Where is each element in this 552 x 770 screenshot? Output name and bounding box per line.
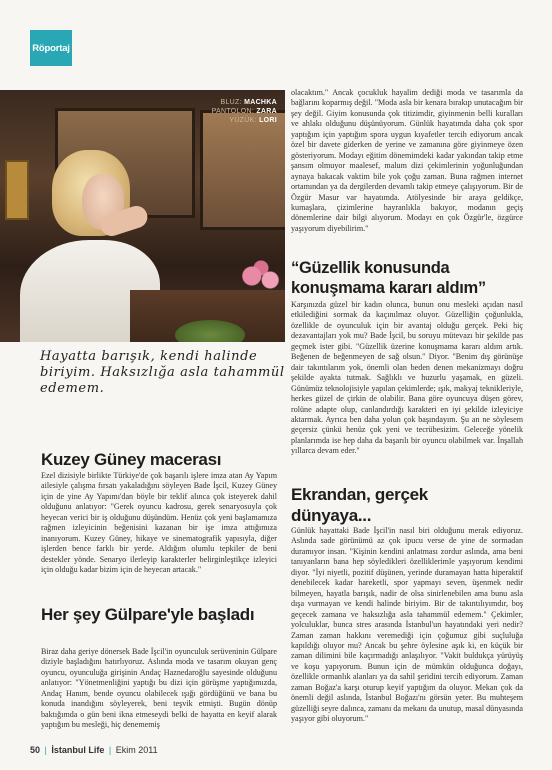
heading-kuzey-guney: Kuzey Güney macerası [41,450,222,469]
body-text-gulpare: Biraz daha geriye dönersek Bade İşcil'in oyunculuk serüveninin Gülpare diziyle başladığını hatırlıyoruz. Aslında moda ve tasarım okuyan genç oyuncu, oyunculuğa girişinin Andaç Haznedaroğlu sayesinde olduğunu anlatıyor: "Yönetmenliğini yaptığı bu dizi için görüşme yaptığımızda, Andaç Hanım, bende oyuncu olabilecek ışığı gördüğünü ve bana bu konuda inandığını söyleyerek, beni teşvik etmişti. Bugün dönüp baktığımda o gün beni ikna etmeseydi belki de hayatta en keyif alarak yaptığım bu mesleği, hiç denememiş [41,647,277,730]
portrait-photo [0,90,285,342]
section-tag: Röportaj [30,30,72,66]
pull-quote: Hayatta barışık, kendi halinde biriyim. Haksızlığa asla tahammül edemem. [40,349,285,396]
credit-line: PANTOLON: ZARA [211,108,277,115]
page-footer: 50 | İstanbul Life | Ekim 2011 [30,745,158,755]
photo-credits [212,98,277,125]
credit-line: BLUZ: MACHKA [220,99,277,106]
heading-guzellik: “Güzellik konusunda konuşmama kararı aldım” [291,259,486,297]
body-text-kuzey-guney: Ezel dizisiyle birlikte Türkiye'de çok başarılı işlere imza atan Ay Yapım ailesiyle çalışma fırsatı yakaladığını söyleyen Bade İşcil, Kuzey Güney için de yine Ay Yapımı'dan böyle bir teklif alınca çok isteyerek dahil olduğunu anlatıyor: "Gerek oyuncu kadrosu, gerek senaryosuyla çok heyecan verici bir iş olduğunu düşündüm. Henüz çok yeni başlamamıza rağmen izleyicinin beğenisini kazanan bir işe imza attığımıza inanıyorum. Kuzey Güney, hikaye ve sinematografik yapısıyla, diğer işlerden bence farklı bir yerde. Aldığım olumlu tepkiler de beni destekler yönde. Senaryo ilerleyip karakterler belirginleştikçe izleyici için olduğu kadar bizim için de heyecan artacak." [41,471,277,575]
heading-gulpare: Her şey Gülpare'yle başladı [41,605,255,624]
credit-line: YÜZÜK: LORI [229,117,277,124]
body-text-fashion: olacaktım." Ancak çocukluk hayalim dediği moda ve tasarımla da bağlarını koparmış değil. "Moda asla bir kenara bırakıp unutacağım bir şey değil. Giyim konusunda çok titizimdir, giyinmenin belli kuralları ve ahlakı olduğunu düşünüyorum. Günlük hayatımda daha çok spor yaptığım için yaptığım spora uygun kıyafetler tercih ediyorum ancak özel bir davete giderken de yerine ve zamanına göre giyinmeye özen gösteriyorum. Modayı eğitim dönemimdeki kadar yakından takip etme şansım olmuyor maalesef, malum dizi çekimlerinin yoğunluğundan aynaya bakacak vaktim bile yok çoğu zaman. Buna rağmen internet ortamından ya da dergilerden devamlı takip etmeye çalışıyorum. Bir de Özgür Masur var hayatımda. Atölyesinde bir araya geldikçe, kumaşlara, çizimlerine hayranlıkla bakıyor, modanın geçiş dönemlerine dair bilgi alıyorum. Modayı en çok Özgür'le, özgürce yaşıyorum diyebilirim." [291,88,523,233]
page-number: 50 [30,745,41,755]
body-text-ekrandan: Günlük hayattaki Bade İşcil'in nasıl biri olduğunu merak ediyoruz. Aslında sade görünümü az çok ipucu verse de yine de sormadan duramıyor insan. "Kişinin kendini anlatması zordur aslında, ama beni tanıyanların bana hep söyledikleri özelliklerimle yaşıyorum kendimi diyor. "İyi niyetli, pozitif düşünen, yerinde duramayan hatta hiperaktif denebilecek kadar hareketli, spor yapmayı seven, üşenmek nedir bilmeyen, hayatla barışık, nadir de olsa sinirlenebilen ama bunu asla dışa vurmayan ve kendi halinde biriyim. Bir de takıntılıyımdır, boş geçecek zamana ve haksızlığa asla tahammül edemem." Çekimler, yolculuklar, bunca stres arasında İstanbul'un hayatındaki yeri nedir? Zaman zaman hakkını veremediği için çoğumuz gibi suçluluğa kapıldığı oluyor mu? Ancak bu şehre öylesine aşık ki, en küçük bir zaman dilimini bile kaçırmadığı anlaşılıyor. "Vakit buldukça yürüyüş ve koşu yapıyorum. Bunun için de mümkün olduğunca doğayı, özellikle ormanlık alanları ya da sahil şeridini tercih ediyorum. Zaman zaman Boğaz'a karşı oturup keyif yaptığım da oluyor. Mekan çok da önemli değil aslında, İstanbul Boğazı'nı görsün yeter. Bu muhteşem güzelliği seyre dalınca, zamanı da mekanı da unutup, masal dünyasında yaşıyor gibi oluyorum." [291,526,523,724]
body-text-guzellik: Karşınızda güzel bir kadın olunca, bunun onu mesleki açıdan nasıl etkilediğini sormak da kaçınılmaz oluyor. Güzelliğin çoğunlukla, özellikle de oyunculuk için bir avantaj olduğu gerçek. Peki hiç dezavantajları yok mu? Bade İşcil, bu soruyu mütevazı bir şekilde pas geçmek ister gibi. "Güzellik üzerine konuşmama kararı aldım artık. Beğenen de beğenmeyen de sağ olsun." Diyor. "Benim dış görünüşe dair takıntılarım yok, önemli olan beden denen mekanizmayı doğru şekilde ayakta tutmak. Sağlıklı ve huzurlu yaşamak, en güzeli. Günümüz teknolojisiyle yapılan çekimlerde; ışık, makyaj teknikleriyle, herkes güzel de çirkin de olabilir. Bana göre oyuncuya düşen görev, rolüne adapte olup, canlandırdığı karakteri en iyi şekilde izleyiciye aktarmak. Ayrıca ben daha yolun çok başındayım. Şu an ne söylesem geçersiz çünkü henüz çok yeni ve tecrübesizim. Geleceğe yönelik planlarımda ise hep daha da başarılı bir oyuncu olabilmek var. İnşallah yıllarca devam eder." [291,300,523,456]
issue-date: Ekim 2011 [115,745,158,755]
magazine-name: İstanbul Life [51,745,105,755]
heading-ekrandan: Ekrandan, gerçek dünyaya... [291,485,428,525]
